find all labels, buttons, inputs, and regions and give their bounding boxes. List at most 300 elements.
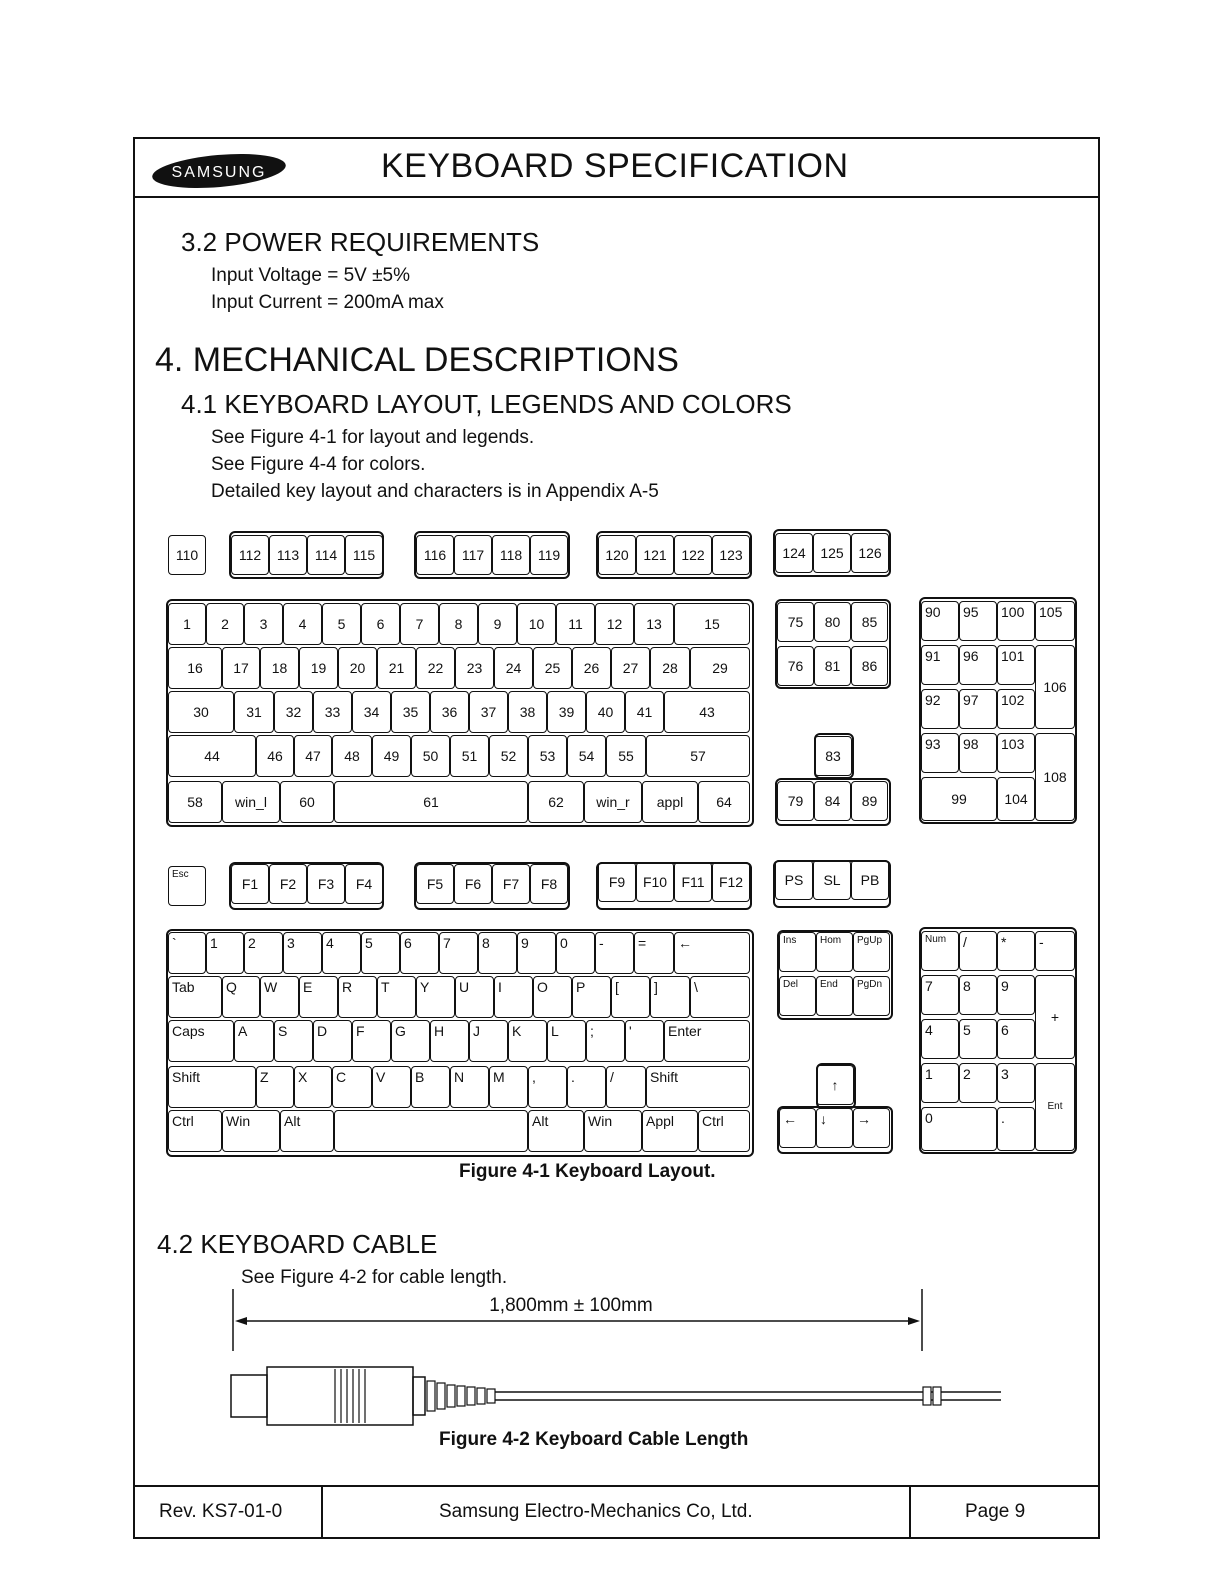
keycap-label: L bbox=[551, 1023, 559, 1039]
keycap bbox=[1035, 601, 1075, 641]
keycap bbox=[547, 1020, 586, 1062]
keycap-label: [ bbox=[615, 979, 619, 995]
keycap-label: 24 bbox=[505, 660, 522, 676]
keycap bbox=[206, 603, 244, 645]
keycap-label: appl bbox=[656, 794, 684, 810]
keycap-label: E bbox=[303, 979, 313, 995]
keycap bbox=[851, 781, 888, 821]
keycap-label: 113 bbox=[276, 547, 300, 563]
keycap-label: Del bbox=[783, 979, 799, 990]
keycap bbox=[606, 735, 646, 777]
keycap-label: 53 bbox=[539, 748, 556, 764]
keycap-label: 6 bbox=[404, 935, 412, 951]
keycap-label: ← bbox=[783, 1111, 797, 1127]
keycap bbox=[517, 932, 556, 974]
key-group bbox=[229, 531, 384, 579]
keycap bbox=[469, 1020, 508, 1062]
keycap-label: 61 bbox=[423, 794, 439, 810]
keycap bbox=[814, 736, 852, 776]
cable-heading: 4.2 KEYBOARD CABLE bbox=[157, 1229, 438, 1259]
keycap-label: K bbox=[512, 1023, 522, 1039]
keycap bbox=[547, 691, 586, 733]
keycap bbox=[334, 781, 528, 823]
keycap-label: PgUp bbox=[857, 935, 883, 946]
keycap bbox=[361, 603, 400, 645]
keycap-label: PS bbox=[784, 872, 804, 888]
keycap bbox=[322, 603, 361, 645]
keycap-label: H bbox=[434, 1023, 445, 1039]
keycap-label: 110 bbox=[175, 547, 199, 563]
keycap bbox=[416, 864, 454, 904]
keycap bbox=[168, 866, 206, 906]
keycap-label: 43 bbox=[699, 704, 715, 720]
page-title: KEYBOARD SPECIFICATION bbox=[381, 147, 849, 185]
keycap-label: PgDn bbox=[857, 979, 883, 990]
keycap bbox=[851, 602, 888, 642]
keycap-label: 57 bbox=[690, 748, 706, 764]
keycap-label: 95 bbox=[963, 604, 979, 620]
keycap-label: F3 bbox=[317, 876, 335, 892]
keycap bbox=[567, 1066, 606, 1108]
keycap-label: 116 bbox=[423, 547, 447, 563]
keycap-label: 17 bbox=[233, 660, 249, 676]
keycap-label: . bbox=[571, 1069, 575, 1085]
keycap-label: 37 bbox=[480, 704, 497, 720]
keycap bbox=[777, 781, 814, 821]
keycap bbox=[664, 1020, 750, 1062]
keycap bbox=[533, 647, 572, 689]
layout-line-2: See Figure 4-4 for colors. bbox=[211, 454, 426, 475]
keycap-label: Alt bbox=[284, 1113, 301, 1129]
keycap-label: 18 bbox=[271, 660, 288, 676]
keycap-label: 2 bbox=[248, 935, 256, 951]
keycap-label: Ctrl bbox=[172, 1113, 194, 1129]
key-group bbox=[775, 599, 891, 689]
keycap-label: ↓ bbox=[820, 1111, 827, 1127]
keycap-label: 108 bbox=[1043, 769, 1067, 785]
keycap bbox=[816, 976, 853, 1016]
keycap-label: 5 bbox=[365, 935, 373, 951]
keycap bbox=[853, 932, 890, 972]
layout-line-1: See Figure 4-1 for layout and legends. bbox=[211, 427, 535, 448]
keycap bbox=[775, 860, 813, 900]
keycap-label: 97 bbox=[963, 692, 979, 708]
keycap-label: G bbox=[395, 1023, 406, 1039]
keycap-label: 16 bbox=[187, 660, 203, 676]
keycap bbox=[777, 602, 814, 642]
keycap-label: X bbox=[298, 1069, 308, 1085]
keycap bbox=[450, 735, 489, 777]
keycap-label: F1 bbox=[241, 876, 259, 892]
keycap bbox=[269, 535, 307, 575]
keycap-label: 6 bbox=[376, 616, 385, 632]
keycap-label: * bbox=[1001, 934, 1007, 950]
keycap-label: 19 bbox=[310, 660, 327, 676]
keycap bbox=[299, 647, 338, 689]
keycap-label: Caps bbox=[172, 1023, 205, 1039]
keycap-label: 15 bbox=[704, 616, 720, 632]
keycap bbox=[997, 1063, 1035, 1103]
keycap bbox=[851, 646, 888, 686]
keycap bbox=[489, 1066, 528, 1108]
keycap bbox=[517, 603, 556, 645]
keycap-label: 79 bbox=[787, 793, 804, 809]
keycap-label: 48 bbox=[344, 748, 360, 764]
keycap bbox=[332, 735, 372, 777]
keycap-label: 101 bbox=[1001, 648, 1025, 664]
keycap-label: 99 bbox=[951, 791, 967, 807]
keycap bbox=[391, 1020, 430, 1062]
keycap-label: ] bbox=[654, 979, 658, 995]
keycap bbox=[959, 1019, 997, 1059]
keycap-label: N bbox=[454, 1069, 465, 1085]
keycap-label: 9 bbox=[521, 935, 529, 951]
keycap bbox=[674, 603, 750, 645]
keycap-label: C bbox=[336, 1069, 347, 1085]
keycap-label: win_l bbox=[235, 794, 267, 810]
keycap bbox=[469, 691, 508, 733]
keycap bbox=[345, 535, 383, 575]
keycap bbox=[1035, 1063, 1075, 1151]
keycap-label: Appl bbox=[646, 1113, 675, 1129]
keycap bbox=[611, 976, 650, 1018]
keycap bbox=[416, 535, 454, 575]
keycap bbox=[533, 976, 572, 1018]
keycap bbox=[455, 647, 494, 689]
keycap bbox=[813, 533, 851, 573]
keycap-label: 22 bbox=[427, 660, 444, 676]
keycap-label: 13 bbox=[646, 616, 662, 632]
keycap bbox=[921, 601, 959, 641]
keycap bbox=[322, 932, 361, 974]
keycap bbox=[352, 1020, 391, 1062]
keycap bbox=[586, 1020, 625, 1062]
keycap bbox=[611, 647, 650, 689]
keycap-label: 40 bbox=[597, 704, 614, 720]
keycap bbox=[646, 1066, 750, 1108]
keycap-label: 49 bbox=[383, 748, 400, 764]
keycap-label: / bbox=[610, 1069, 614, 1085]
key-group bbox=[919, 927, 1077, 1154]
keycap-label: 9 bbox=[1001, 978, 1009, 994]
keycap bbox=[274, 691, 313, 733]
keycap-label: 51 bbox=[461, 748, 478, 764]
keycap-label: 32 bbox=[285, 704, 302, 720]
keycap-label: 114 bbox=[314, 547, 338, 563]
keycap bbox=[1035, 645, 1075, 729]
keycap-label: 126 bbox=[858, 545, 882, 561]
keycap bbox=[234, 1020, 274, 1062]
keycap-label: F9 bbox=[608, 874, 626, 890]
keycap bbox=[779, 1108, 816, 1148]
keycap bbox=[646, 735, 750, 777]
keycap-label: 4 bbox=[925, 1022, 933, 1038]
keycap bbox=[222, 1110, 280, 1152]
cable-diagram bbox=[215, 1289, 1015, 1439]
key-group bbox=[777, 930, 893, 1020]
keycap bbox=[997, 1107, 1035, 1151]
keycap bbox=[391, 691, 430, 733]
keycap-label: 11 bbox=[568, 616, 583, 632]
keycap bbox=[997, 777, 1035, 821]
keycap bbox=[478, 603, 517, 645]
keycap-label: 83 bbox=[825, 748, 841, 764]
key-group bbox=[777, 1106, 893, 1154]
keycap bbox=[959, 601, 997, 641]
keycap bbox=[595, 932, 634, 974]
keycap bbox=[690, 647, 750, 689]
keycap bbox=[283, 932, 322, 974]
keycap bbox=[168, 535, 206, 575]
keycap-label: SL bbox=[823, 872, 841, 888]
keycap bbox=[853, 1108, 890, 1148]
keycap bbox=[494, 647, 533, 689]
key-group bbox=[414, 862, 570, 910]
keycap-label: 39 bbox=[558, 704, 575, 720]
keycap-label: 7 bbox=[415, 616, 424, 632]
keycap-label: / bbox=[963, 934, 967, 950]
keycap-label: Z bbox=[260, 1069, 269, 1085]
keycap bbox=[814, 781, 851, 821]
keycap-label: I bbox=[498, 979, 502, 995]
keycap bbox=[377, 647, 416, 689]
keycap bbox=[642, 1110, 698, 1152]
keycap-label: 27 bbox=[622, 660, 639, 676]
keycap bbox=[572, 647, 611, 689]
key-group bbox=[775, 778, 891, 826]
keycap-label: F10 bbox=[642, 874, 668, 890]
keycap bbox=[959, 689, 997, 729]
keycap bbox=[698, 1110, 750, 1152]
keycap bbox=[313, 691, 352, 733]
keycap-label: D bbox=[317, 1023, 328, 1039]
keycap bbox=[168, 1110, 222, 1152]
key-group bbox=[166, 599, 754, 827]
keycap-label: 1 bbox=[210, 935, 218, 951]
keycap-label: F8 bbox=[540, 876, 558, 892]
keycap-label: 21 bbox=[388, 660, 405, 676]
keycap-label: 23 bbox=[466, 660, 483, 676]
key-group bbox=[166, 929, 754, 1157]
keycap-label: 6 bbox=[1001, 1022, 1009, 1038]
keycap-label: 4 bbox=[298, 616, 307, 632]
keycap-label: . bbox=[1001, 1110, 1005, 1126]
keycap bbox=[959, 975, 997, 1015]
keycap bbox=[332, 1066, 372, 1108]
key-group bbox=[596, 531, 752, 579]
keycap-label: 41 bbox=[636, 704, 653, 720]
figure-2-caption: Figure 4-2 Keyboard Cable Length bbox=[439, 1429, 749, 1450]
keycap-label: U bbox=[459, 979, 470, 995]
keycap-label: 2 bbox=[963, 1066, 971, 1082]
keycap bbox=[260, 647, 299, 689]
keycap bbox=[921, 689, 959, 729]
keycap bbox=[492, 535, 530, 575]
keycap-label: 35 bbox=[402, 704, 419, 720]
keycap-label: 90 bbox=[925, 604, 941, 620]
keycap-label: ↑ bbox=[831, 1077, 839, 1093]
keycap bbox=[334, 1110, 528, 1152]
keycap bbox=[712, 862, 750, 902]
keycap bbox=[455, 976, 494, 1018]
keycap bbox=[853, 976, 890, 1016]
keycap-label: 102 bbox=[1001, 692, 1025, 708]
keycap bbox=[997, 601, 1035, 641]
keycap bbox=[586, 691, 625, 733]
power-heading: 3.2 POWER REQUIREMENTS bbox=[181, 227, 540, 257]
keycap bbox=[625, 691, 664, 733]
keycap bbox=[816, 932, 853, 972]
keycap bbox=[625, 1020, 664, 1062]
keycap bbox=[816, 1108, 853, 1148]
keycap-label: 7 bbox=[925, 978, 933, 994]
keycap-label: 92 bbox=[925, 692, 941, 708]
key-group bbox=[414, 531, 570, 579]
keycap bbox=[556, 932, 595, 974]
keycap-label: F5 bbox=[426, 876, 444, 892]
keycap-label: 20 bbox=[349, 660, 366, 676]
keycap bbox=[528, 1110, 584, 1152]
keycap bbox=[168, 647, 222, 689]
keycap bbox=[168, 781, 222, 823]
keycap bbox=[567, 735, 606, 777]
keycap-label: F11 bbox=[681, 874, 705, 890]
keycap bbox=[352, 691, 391, 733]
keycap-label: Y bbox=[420, 979, 430, 995]
keycap bbox=[921, 931, 959, 971]
layout-heading: 4.1 KEYBOARD LAYOUT, LEGENDS AND COLORS bbox=[181, 389, 792, 419]
keycap bbox=[416, 976, 455, 1018]
keycap-label: 3 bbox=[259, 616, 268, 632]
keycap bbox=[530, 535, 568, 575]
keycap bbox=[530, 864, 568, 904]
keycap-label: 115 bbox=[352, 547, 376, 563]
keycap-label: 85 bbox=[861, 614, 878, 630]
keycap-label: 75 bbox=[787, 614, 804, 630]
keycap bbox=[361, 932, 400, 974]
keycap bbox=[231, 535, 269, 575]
keycap bbox=[851, 860, 889, 900]
keycap bbox=[921, 1019, 959, 1059]
keycap bbox=[997, 689, 1035, 729]
keycap bbox=[674, 932, 750, 974]
keycap bbox=[338, 647, 377, 689]
keycap bbox=[642, 781, 698, 823]
keycap bbox=[997, 931, 1035, 971]
keycap bbox=[997, 1019, 1035, 1059]
keycap-label: W bbox=[264, 979, 278, 995]
keycap-label: ← bbox=[678, 935, 692, 951]
keycap bbox=[997, 975, 1035, 1015]
keycap bbox=[206, 932, 244, 974]
keycap-label: V bbox=[376, 1069, 386, 1085]
keycap-label: 58 bbox=[187, 794, 203, 810]
keycap-label: P bbox=[576, 979, 586, 995]
keycap-label: ' bbox=[629, 1023, 632, 1039]
keycap bbox=[338, 976, 377, 1018]
keycap bbox=[598, 535, 636, 575]
keycap-label: 76 bbox=[787, 658, 804, 674]
page-number: Page 9 bbox=[965, 1501, 1026, 1522]
keycap bbox=[260, 976, 299, 1018]
keycap-label: J bbox=[473, 1023, 480, 1039]
key-group bbox=[919, 597, 1077, 824]
keycap-label: Ctrl bbox=[702, 1113, 724, 1129]
keycap-label: Shift bbox=[172, 1069, 201, 1085]
page-footer bbox=[135, 1485, 1098, 1537]
keycap bbox=[294, 735, 332, 777]
keycap bbox=[430, 691, 469, 733]
svg-text:SAMSUNG: SAMSUNG bbox=[171, 164, 267, 181]
keycap bbox=[430, 1020, 469, 1062]
keycap-label: 3 bbox=[287, 935, 295, 951]
revision-label: Rev. KS7-01-0 bbox=[159, 1501, 283, 1522]
keycap bbox=[231, 864, 269, 904]
keycap-label: 47 bbox=[305, 748, 321, 764]
keycap-label: O bbox=[537, 979, 548, 995]
keycap bbox=[416, 647, 455, 689]
keycap-label: 28 bbox=[662, 660, 678, 676]
keycap-label: 118 bbox=[499, 547, 523, 563]
keycap bbox=[674, 862, 712, 902]
keycap bbox=[372, 1066, 411, 1108]
keycap bbox=[921, 777, 997, 821]
keycap-label: = bbox=[638, 935, 647, 951]
keycap bbox=[294, 1066, 332, 1108]
keycap bbox=[634, 932, 674, 974]
cable-length-label: 1,800mm ± 100mm bbox=[489, 1295, 653, 1316]
keycap-label: M bbox=[493, 1069, 505, 1085]
keycap-label: 33 bbox=[324, 704, 341, 720]
keycap bbox=[690, 976, 750, 1018]
keycap bbox=[712, 535, 750, 575]
keycap bbox=[439, 603, 478, 645]
keycap bbox=[372, 735, 411, 777]
keycap bbox=[280, 781, 334, 823]
keycap bbox=[634, 603, 674, 645]
keycap bbox=[489, 735, 528, 777]
keycap-label: F7 bbox=[502, 876, 520, 892]
keycap-label: 10 bbox=[528, 616, 545, 632]
keycap-label: 36 bbox=[441, 704, 458, 720]
keycap bbox=[168, 735, 256, 777]
keycap-label: 80 bbox=[824, 614, 841, 630]
keycap bbox=[814, 602, 851, 642]
keycap bbox=[222, 976, 260, 1018]
keycap-label: F12 bbox=[718, 874, 744, 890]
keycap-label: 125 bbox=[820, 545, 844, 561]
keycap-label: 91 bbox=[925, 648, 941, 664]
keycap bbox=[411, 735, 450, 777]
input-voltage: Input Voltage = 5V ±5% bbox=[211, 265, 410, 286]
keycap bbox=[959, 931, 997, 971]
keycap-label: 5 bbox=[963, 1022, 971, 1038]
key-group bbox=[596, 862, 752, 910]
keycap bbox=[411, 1066, 450, 1108]
samsung-logo bbox=[151, 153, 287, 189]
keycap-label: Q bbox=[226, 979, 237, 995]
keycap-label: R bbox=[342, 979, 353, 995]
keycap bbox=[777, 646, 814, 686]
keycap bbox=[454, 535, 492, 575]
keycap bbox=[851, 533, 889, 573]
keycap bbox=[299, 976, 338, 1018]
keycap-label: 0 bbox=[560, 935, 568, 951]
keycap-label: 103 bbox=[1001, 736, 1025, 752]
keycap-label: F6 bbox=[464, 876, 482, 892]
figure-1-caption: Figure 4-1 Keyboard Layout. bbox=[459, 1161, 716, 1182]
keycap-label: 5 bbox=[337, 616, 346, 632]
